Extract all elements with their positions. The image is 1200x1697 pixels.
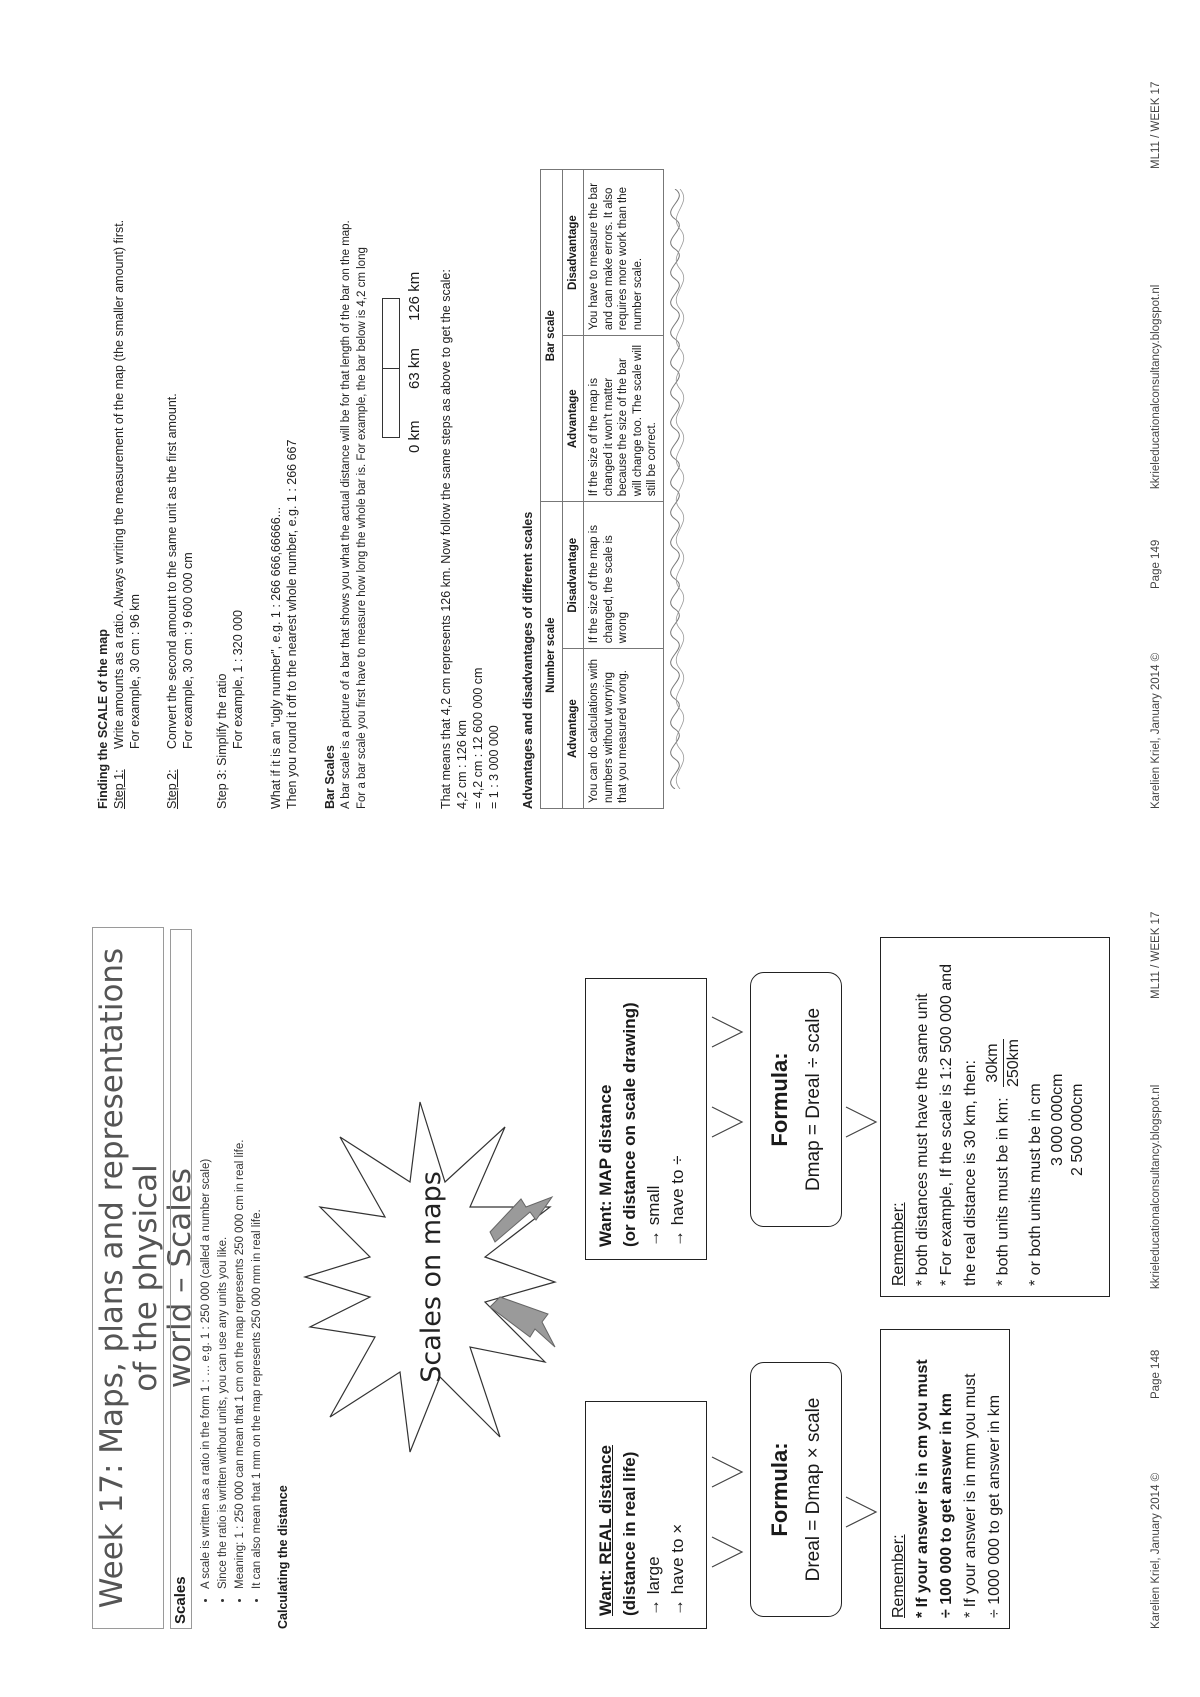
bullet-item: • It can also mean that 1 mm on the map represents 250 000 mm in real life. (249, 1140, 266, 1589)
remember-right-line: * For example, If the scale is 1:2 500 000 and (938, 964, 955, 1286)
scales-burst (300, 1097, 560, 1457)
adv-heading: Advantages and disadvantages of different scales (521, 511, 535, 809)
want-map-sub: (or distance on scale drawing) (620, 1002, 639, 1247)
bar-heading: Bar Scales (323, 745, 337, 809)
formula-real-box (750, 1362, 842, 1617)
section-heading-scales: Scales (170, 929, 192, 1629)
remember-left-line: * If your answer is in mm you must (962, 1373, 979, 1618)
remember-left-line: ÷ 1000 000 to get answer in km (986, 1394, 1003, 1618)
bar-label: 63 km (406, 348, 423, 389)
ugly-line-1: What if it is an "ugly number", e.g. 1 : 266 666,66666... (269, 506, 283, 809)
want-real-sub: (distance in real life) (620, 1451, 639, 1616)
footer-site: kkrieleducationalconsultancy.blogspot.nl (1150, 1084, 1162, 1289)
table-cell: If the size of the map is changed, the scale is wrong (584, 502, 664, 649)
ugly-line-2: Then you round it off to the nearest whole number, e.g. 1 : 266 667 (285, 439, 299, 809)
fraction (983, 1039, 1024, 1087)
chevron-down-icon (712, 1537, 742, 1567)
advantages-table (540, 169, 664, 809)
table-group-bar: Bar scale (541, 170, 563, 502)
page-title (92, 927, 198, 1629)
footer-page: Page 148 (1150, 1349, 1162, 1399)
bullet-item: • Meaning: 1 : 250 000 can mean that 1 cm on the map represents 250 000 cm in real life. (232, 1140, 249, 1589)
bar-label: 0 km (406, 420, 423, 453)
scale-bullets (198, 1140, 266, 1607)
want-map-box (585, 978, 707, 1260)
step2-text: Convert the second amount to the same unit as the first amount. (165, 393, 179, 749)
table-row (584, 170, 664, 809)
means-line: That means that 4,2 cm represents 126 km. Now follow the same steps as above to get the scale: (439, 269, 453, 809)
step3-example: For example, 1 : 320 000 (231, 610, 245, 749)
remember-left-heading: Remember: (890, 1534, 907, 1618)
remember-right-heading: Remember: (890, 1202, 907, 1286)
chevron-down-icon (712, 1017, 742, 1047)
remember-right-line: * both distances must have the same unit (914, 993, 931, 1286)
want-map-line: → have to ÷ (668, 1155, 687, 1247)
chevron-down-icon (712, 1107, 742, 1137)
title-line-2: world – Scales (162, 1167, 198, 1389)
step2-example: For example, 30 cm : 9 600 000 cm (181, 552, 195, 749)
table-col-header: Advantage (562, 336, 584, 502)
footer-week: ML11 / WEEK 17 (1150, 81, 1162, 169)
formula-real-text: Dreal = Dmap × scale (803, 1397, 824, 1582)
footer-author: Karelien Kriel, January 2014 © (1150, 1472, 1162, 1629)
table-cell: You can do calculations with numbers without worrying that you measured wrong. (584, 649, 664, 809)
means-line: = 4,2 cm : 12 600 000 cm (471, 667, 485, 809)
bar-scale (382, 298, 400, 438)
chevron-down-icon (846, 1497, 876, 1527)
remember-left-box (880, 1329, 1010, 1629)
step1-example: For example, 30 cm : 96 km (128, 594, 142, 749)
want-real-line: → large (644, 1556, 663, 1616)
footer-week: ML11 / WEEK 17 (1150, 911, 1162, 999)
want-map-line: → small (644, 1185, 663, 1247)
formula-real-heading: Formula: (767, 1442, 792, 1537)
means-line: 4,2 cm : 126 km (455, 720, 469, 809)
burst-label: Scales on maps (416, 1171, 447, 1383)
want-real-line: → have to × (668, 1523, 687, 1616)
step1-label: Step 1: (112, 769, 126, 809)
want-map-heading: Want: MAP distance (596, 1084, 615, 1247)
table-group-number: Number scale (541, 502, 563, 809)
formula-map-box (750, 972, 842, 1227)
title-line-1: Week 17: Maps, plans and representations of the physical (94, 947, 164, 1609)
want-real-heading: Want: REAL distance (596, 1445, 615, 1616)
remember-right-box (880, 937, 1110, 1297)
bullet-item: • Since the ratio is written without units, you can use any units you like. (215, 1140, 232, 1589)
bullet-item: • A scale is written as a ratio in the form 1 : … e.g. 1 : 250 000 (called a number scale) (198, 1140, 215, 1589)
table-cell: You have to measure the bar and can make errors. It also requires more work than the number scale. (584, 170, 664, 336)
remember-left-line: * If your answer is in cm you must (914, 1359, 931, 1618)
table-cell: If the size of the map is changed it won't matter because the size of the bar will change too. The scale will still be correct. (584, 336, 664, 502)
footer-author: Karelien Kriel, January 2014 © (1150, 652, 1162, 809)
step1-text: Write amounts as a ratio. Always writing the measurement of the map (the smaller amount) first. (112, 219, 126, 749)
want-real-box (585, 1401, 707, 1629)
bar-scale-segment (383, 368, 399, 437)
table-col-header: Disadvantage (562, 170, 584, 336)
remember-left-line: ÷ 100 000 to get answer in km (938, 1393, 955, 1618)
calc-heading: Calculating the distance (276, 1485, 290, 1629)
fraction-top: 30km (983, 1039, 1004, 1087)
means-line: = 1 : 3 000 000 (487, 725, 501, 809)
chevron-down-icon (846, 1107, 876, 1137)
step2-label: Step 2: (165, 769, 179, 809)
bar-line-2: For a bar scale you first have to measure how long the whole bar is. For example, the bar below is 4,2 cm long (356, 247, 368, 809)
table-col-header: Disadvantage (562, 502, 584, 649)
remember-right-fraction-row (983, 948, 1024, 1286)
finding-heading: Finding the SCALE of the map (96, 629, 110, 809)
chevron-down-icon (712, 1457, 742, 1487)
bar-line-1: A bar scale is a picture of a bar that shows you what the actual distance will be for that length of the bar on the map. (340, 220, 352, 809)
bar-label: 126 km (406, 271, 423, 321)
fraction-bottom: 250km (1005, 1038, 1022, 1088)
formula-map-text: Dmap = Dreal ÷ scale (803, 1007, 824, 1192)
table-col-header: Advantage (562, 649, 584, 809)
footer-page: Page 149 (1150, 539, 1162, 589)
remember-right-line: 3 000 000cm (1049, 1073, 1066, 1166)
scribble-decoration (655, 189, 695, 789)
remember-right-line: * or both units must be in cm (1027, 1083, 1044, 1286)
formula-map-heading: Formula: (767, 1052, 792, 1147)
remember-right-line: 2 500 000cm (1069, 1083, 1086, 1176)
remember-right-line: * both units must be in km: (994, 1097, 1012, 1286)
remember-right-line: the real distance is 30 km, then: (962, 1060, 979, 1286)
step3-text: Step 3: Simplify the ratio (215, 673, 229, 809)
footer-site: kkrieleducationalconsultancy.blogspot.nl (1150, 284, 1162, 489)
left-page (0, 849, 1200, 1697)
